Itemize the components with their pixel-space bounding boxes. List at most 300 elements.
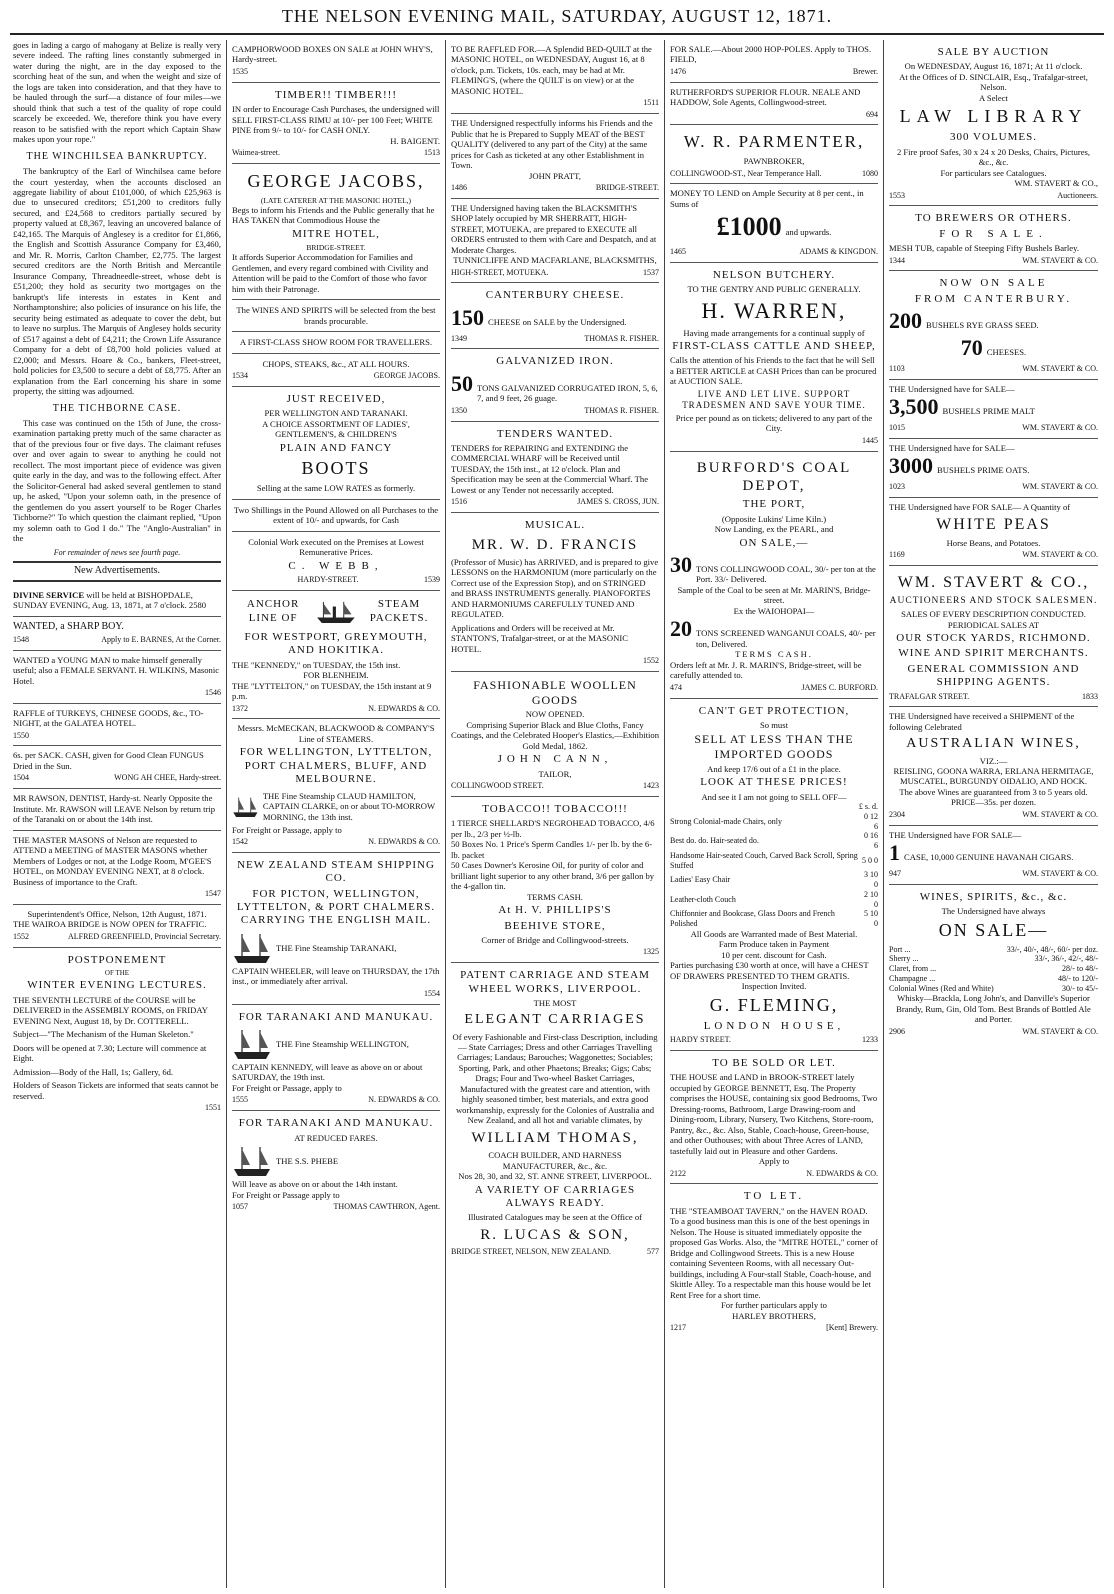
- ad-trade: PAWNBROKER,: [743, 156, 805, 167]
- ad-signature: JAMES C. BURFORD.: [801, 682, 878, 692]
- advertisement: [13, 617, 221, 651]
- ad-number: 1511: [643, 98, 659, 108]
- ad-title: NEW ZEALAND STEAM SHIPPING CO.: [237, 858, 435, 885]
- ad-quantity: 200: [889, 308, 922, 334]
- ad-title: MUSICAL.: [524, 519, 586, 532]
- ad-place: Waimea-street.: [232, 148, 280, 158]
- ad-captain: CAPTAIN KENNEDY, will leave as above on or about SATURDAY, the 19th inst.: [232, 1061, 423, 1083]
- price-item: Leather-cloth Couch: [670, 894, 736, 904]
- advertisement: [451, 114, 659, 199]
- ad-wine: WINE AND SPIRIT MERCHANTS.: [898, 647, 1089, 660]
- price-value: 30/- to 45/-: [1062, 983, 1098, 993]
- ad-ship: THE Fine Steamship WELLINGTON,: [276, 1038, 409, 1049]
- ad-parties: Parties purchasing £30 worth at once, will have a CHEST OF DRAWERS PRESENTED TO THEM GRATIS.: [670, 960, 869, 981]
- ad-holders: Holders of Season Tickets are informed that seats cannot be reserved.: [13, 1080, 219, 1101]
- ad-number: 2906: [889, 1026, 905, 1036]
- advertisement: [670, 83, 878, 126]
- section-heading: New Advertisements.: [13, 561, 221, 581]
- ad-corner: Corner of Bridge and Collingwood-streets.: [481, 934, 629, 945]
- ad-subtitle: NOW OPENED.: [525, 709, 585, 720]
- ad-number: 1552: [13, 931, 29, 941]
- article-paragraph: This case was continued on the 15th of June, the cross-examination partaking pretty much of the same character as that of the previous four or five days. The claimant refuses over and over again to swear to anything he could not recollect. The most important piece of evidence was given quite early in the day, and was to the following effect. After the Solicitor-General had asked several gentlemen to stand up, he asked, "Upon your solemn oath, in the presence of the gentlemen do you assert yourself to be Roger Charles Tichborne?" To which question the claimant replied, "Upon my solemn oath to God I do." The "Anglo-Australian" in the: [13, 417, 221, 544]
- ad-tail: And keep 17/6 out of a £1 in the place.: [707, 763, 841, 774]
- ad-headline: LAW LIBRARY: [899, 106, 1088, 127]
- price-item: Ladies' Easy Chair: [670, 875, 731, 885]
- price-item: Strong Colonial-made Chairs, only: [670, 816, 782, 826]
- ad-body: TONS SCREENED WANGANUI COALS, 40/- per ton, Delivered.: [696, 628, 876, 649]
- price-item: Claret, from ...: [889, 964, 937, 974]
- ad-subject: Subject—"The Mechanism of the Human Skeleton.": [13, 1029, 194, 1040]
- ad-signature: THOMAS R. FISHER.: [584, 333, 659, 343]
- ad-body: Selling at the same LOW RATES as formerly.: [256, 483, 416, 494]
- ad-signature: WM. STAVERT & CO.: [1022, 363, 1098, 373]
- ad-body: will be held at BISHOPDALE, SUNDAY EVENING, Aug. 13, 1871, at 7 o'clock.: [13, 589, 193, 611]
- ad-farm: Farm Produce taken in Payment: [718, 939, 830, 950]
- ad-price: Price per pound as on tickets; delivered to any part of the City.: [675, 412, 873, 434]
- price-table: [889, 945, 1098, 994]
- advertisement: [889, 707, 1098, 825]
- ad-whisky: Whisky—Brackla, Long John's, and Danville's Superior Brandy, Rum, Gin, Old Tom. Best Brands of Bottled Ale and Porter.: [896, 993, 1091, 1025]
- ad-trade: TAILOR,: [538, 768, 572, 779]
- price-row: [670, 831, 878, 851]
- price-row: [889, 964, 1098, 974]
- price-table: [670, 812, 878, 929]
- ad-signature: TUNNICLIFFE AND MACFARLANE, BLACKSMITHS,: [453, 255, 657, 266]
- ad-signature: C. WEBB,: [288, 559, 384, 572]
- ad-body: THE Undersigned respectfully informs his Friends and the Public that he is Prepared to Supply MEAT of the BEST QUALITY (delivered to any part of the City) at the same prices for Cash as ticketed at any other Establishment in Town.: [451, 118, 653, 171]
- ad-ship: THE S.S. PHEBE: [276, 1155, 339, 1166]
- column-2: [227, 40, 446, 1588]
- ad-price: PRICE—35s. per dozen.: [951, 797, 1036, 808]
- ad-headline: ON SALE—: [938, 919, 1049, 940]
- ad-quantity: 150: [451, 304, 484, 330]
- article-paragraph: goes in lading a cargo of mahogany at Belize is really very severe indeed. The rafting lines constantly submerged in water during the night, are in the day exposed to the scorching heat of the sun, and when the weight and size of the logs are taken into consideration, and that they have to be hauled through the surf—a distance of four miles—we should think that such a test of the quality of rope could scarcely be exceeded. We, therefore think you have every reason to be satisfied with the report which Captain Shaw makes upon your rope.": [13, 40, 221, 145]
- ad-number: 1553: [889, 190, 905, 200]
- price-item: Best do. do. Hair-seated do.: [670, 836, 759, 846]
- ad-number: 1445: [862, 435, 878, 445]
- ad-body: BUSHELS PRIME OATS.: [937, 465, 1030, 476]
- ad-right: STEAM PACKETS.: [369, 598, 429, 624]
- price-row: [670, 812, 878, 832]
- advertisement: [451, 349, 659, 421]
- price-row: [670, 890, 878, 910]
- ad-signature: H. BAIGENT.: [390, 135, 440, 146]
- price-value: 28/- to 48/-: [1062, 964, 1098, 974]
- ad-body: Comprising Superior Black and Blue Cloths, Fancy Coatings, and the Celebrated Hooper's Elastics,—Exhibition Gold Medal, 1862.: [451, 719, 659, 751]
- price-value: 0 16 6: [864, 831, 878, 851]
- price-value: 0 12 6: [864, 811, 878, 831]
- ad-body: (Professor of Music) has ARRIVED, and is prepared to give LESSONS on the HARMONIUM (more particularly on the Correct use of the Expression Stop), and on STRINGED and BRASS INSTRUMENTS generally. PIANOFORTES AND HARMONIUMS CAREFULLY TUNED AND REGULATED.: [451, 556, 659, 620]
- article-paragraph: The bankruptcy of the Earl of Winchilsea came before the court yesterday, when the accounts disclosed an aggregate liability of about £101,000, of which £25,963 is due to unsecured creditors; £51,200 to creditors fully secured, and £24,568 to creditors partially secured by property valued at £8,367, leaving an uncovered balance of £42,165. The Marquis of Anglesey is a creditor for £1,866, the English and Scottish Assurance Company for £3,460, and Mr. R. Morris, Carlton Chamber, £2,775. The largest secured creditors are the North British and Mercantile Insurance Company, Threadneedle-street, whose debt is £51,200; they hold as security two mortgages on the bankrupt's life interests in estates in Kent and Northamptonshire; also policies of insurance on his life, the security being estimated as adequate to cover the debt, but to leave no surplus. The Marquis of Anglesey holds security of £517 against a debt of £4,211; the Crown Life Assurance Company for a debt of £8,700 hold policies valued at £2,000; and Messrs. Hoare & Co., bankers, Fleet-street, hold policies for £3,500 to secure a debt of £8,775. After an explanation from the Earl concerning his share in some property, the sitting was adjourned.: [13, 166, 221, 397]
- ad-signature: WM. STAVERT & CO.,: [1014, 178, 1098, 189]
- ad-signature: WM. STAVERT & CO.: [1022, 1026, 1098, 1036]
- advertisement: [13, 789, 221, 830]
- ad-number: 1169: [889, 550, 905, 560]
- ad-agent: N. EDWARDS & CO.: [806, 1168, 878, 1178]
- ad-number: 1552: [643, 656, 659, 666]
- price-value: 33/-, 40/-, 48/-, 60/- per doz.: [1006, 944, 1098, 954]
- ad-look: LOOK AT THESE PRICES!: [700, 776, 848, 789]
- ad-route: FOR WELLINGTON, LYTTELTON, PORT CHALMERS, BLUFF, AND MELBOURNE.: [239, 746, 433, 786]
- ad-title: CANTERBURY CHEESE.: [485, 289, 625, 302]
- ad-signature: JAMES S. CROSS, JUN.: [577, 497, 659, 507]
- ad-subtitle: FROM CANTERBURY.: [914, 292, 1073, 305]
- steamship-icon: [232, 1143, 272, 1179]
- ad-number: 1554: [424, 988, 440, 998]
- ad-body: A CHOICE ASSORTMENT OF LADIES', GENTLEMEN'S, & CHILDREN'S: [262, 418, 410, 440]
- ad-number: 1372: [232, 703, 248, 713]
- ad-general: GENERAL COMMISSION AND SHIPPING AGENTS.: [907, 662, 1080, 689]
- price-item: Champagne ...: [889, 973, 936, 983]
- advertisement: [451, 797, 659, 963]
- ad-place: At the Offices of D. SINCLAIR, Esq., Trafalgar-street, Nelson.: [899, 71, 1088, 93]
- ad-quantity: 70: [960, 335, 983, 361]
- ad-number: 1233: [862, 1035, 878, 1045]
- ad-item: CHEESES.: [986, 347, 1027, 358]
- ad-room: A FIRST-CLASS SHOW ROOM FOR TRAVELLERS.: [239, 337, 433, 348]
- ad-wines: The WINES AND SPIRITS will be selected from the best brands procurable.: [236, 305, 436, 326]
- ad-title: TENDERS WANTED.: [496, 427, 614, 440]
- column-5: [884, 40, 1103, 1588]
- ad-number: 1423: [643, 781, 659, 791]
- ad-title: GALVANIZED IRON.: [496, 355, 614, 368]
- ad-number: 1550: [13, 730, 29, 740]
- ad-title: NOW ON SALE: [939, 277, 1048, 290]
- ad-street: HIGH-STREET, MOTUEKA.: [451, 267, 549, 277]
- ad-header: Messrs. McMECKAN, BLACKWOOD & COMPANY'S Line of STEAMERS.: [237, 723, 435, 744]
- ad-body: FOR SALE.—About 2000 HOP-POLES. Apply to THOS. FIELD,: [670, 44, 872, 65]
- ad-body: MONEY TO LEND on Ample Security at 8 per cent., in Sums of: [670, 188, 864, 209]
- ad-signature: WILLIAM THOMAS,: [471, 1129, 639, 1146]
- ad-apply: For further particulars apply to: [721, 1300, 827, 1311]
- ad-cattle: FIRST-CLASS CATTLE AND SHEEP,: [672, 340, 876, 353]
- advertisement: [232, 1111, 440, 1217]
- ad-number: 1344: [889, 255, 905, 265]
- ad-number: 1542: [232, 837, 248, 847]
- ad-body: Will leave as above on or about the 14th instant.: [232, 1179, 398, 1190]
- advertisement: [232, 853, 440, 1005]
- steamship-icon: [232, 789, 259, 825]
- ad-subtitle: So must: [760, 719, 788, 730]
- price-value: 2 10 0: [864, 889, 878, 909]
- ad-subtitle: AT REDUCED FARES.: [294, 1132, 378, 1143]
- ad-title: CAN'T GET PROTECTION,: [698, 704, 850, 717]
- ad-see: And see it I am not going to SELL OFF—: [701, 791, 847, 802]
- price-value: 5 0 0: [862, 855, 878, 865]
- ad-body: Of every Fashionable and First-class Description, including— State Carriages; Dress and other Carriages Travelling Carriages; Landaus; Barouches; Waggonettes; Sociables; Sporting, Park, and other Phaetons; Breaks; Gigs; Cabs; Drags; Four and Two-wheel Basket Carriages, Manufactured with the greatest care and attention, with highly seasoned timber, best materials, and extra good workmanship, expressly for the Colonies of Australia and New Zealand, and all hot and variable climates, by: [452, 1031, 658, 1126]
- ad-title: TO BREWERS OR OTHERS.: [915, 212, 1072, 225]
- ad-number: 1551: [205, 1103, 221, 1113]
- ad-list: REISLING, GOONA WARRA, ERLANA HERMITAGE, MUSCATEL, BURGUNDY OIDALIO, AND HOCK.: [893, 765, 1094, 787]
- ad-title: TOBACCO!! TOBACCO!!!: [482, 802, 628, 815]
- ad-number: 1516: [451, 497, 467, 507]
- ad-street: HARDY-STREET.: [297, 575, 359, 585]
- ad-trade: AUCTIONEERS AND STOCK SALESMEN.: [889, 595, 1098, 606]
- advertisement: [670, 452, 878, 699]
- price-item: Handsome Hair-seated Couch, Carved Back Scroll, Spring Stuffed: [670, 850, 858, 870]
- ad-freight: For Freight or Passage, apply to: [232, 824, 342, 835]
- ad-signature: ADAMS & KINGDON.: [799, 247, 878, 257]
- steamship-icon: [232, 1026, 272, 1062]
- advertisement: [13, 905, 221, 948]
- ad-number: 1465: [670, 247, 686, 257]
- ad-captain: CAPTAIN WHEELER, will leave on THURSDAY, the 17th inst., or immediately after arrival.: [232, 965, 440, 987]
- ad-date: On WEDNESDAY, August 16, 1871; At 11 o'clock.: [904, 61, 1083, 72]
- advertisement: [670, 1184, 878, 1337]
- ad-body: CAMPHORWOOD BOXES ON SALE at JOHN WHY'S, Hardy-street.: [232, 44, 433, 65]
- ad-body: 1 TIERCE SHELLARD'S NEGROHEAD TOBACCO, 4/6 per lb., 2/3 per ½-lb.: [451, 818, 655, 839]
- advertisement: [232, 719, 440, 852]
- ad-captain: CAPTAIN CLARKE, on or about TO-MORROW MORNING, the 13th inst.: [262, 801, 435, 822]
- ad-title: PATENT CARRIAGE AND STEAM WHEEL WORKS, LIVERPOOL.: [460, 969, 650, 995]
- ad-firm: R. LUCAS & SON,: [480, 1226, 630, 1243]
- advertisement: [451, 283, 659, 349]
- price-value: 48/- to 120/-: [1058, 973, 1098, 983]
- advertisement: [451, 672, 659, 797]
- ad-body: RUTHERFORD'S SUPERIOR FLOUR. NEALE AND HADDOW, Sole Agents, Collingwood-street.: [670, 86, 861, 108]
- ad-quantity: 20: [670, 616, 692, 642]
- ad-subtitle: The Undersigned have always: [941, 906, 1046, 917]
- ad-ship: THE "KENNEDY," on TUESDAY, the 15th inst.: [232, 659, 401, 670]
- ad-title: TO BE SOLD OR LET.: [712, 1056, 836, 1069]
- ad-number: 1349: [451, 333, 467, 343]
- ad-body: MR RAWSON, DENTIST, Hardy-st. Nearly Opposite the Institute. Mr. RAWSON will LEAVE Nelson by return trip of the Taranaki on or about the 14th inst.: [13, 793, 216, 825]
- advertisement: [232, 1005, 440, 1112]
- ad-sales: SALES OF EVERY DESCRIPTION CONDUCTED.: [901, 609, 1086, 620]
- ad-quantity: 30: [670, 551, 692, 577]
- ad-title: TIMBER!! TIMBER!!!: [275, 88, 397, 101]
- ad-signature: WM. STAVERT & CO.: [1022, 809, 1098, 819]
- ad-body: THE MASTER MASONS of Nelson are requested to ATTEND a MEETING of MASTER MASONS whether Members of Lodges or not, at the Lodge Room, M'GEE'S HOTEL, on MONDAY EVENING NEXT, at 8 o'clock. Business of importance to the Craft.: [13, 834, 212, 887]
- ad-signature: GEORGE JACOBS.: [373, 371, 440, 381]
- ad-number: 1513: [424, 148, 440, 158]
- ad-signature: G. FLEMING,: [709, 994, 839, 1015]
- ad-signature: JOHN PRATT,: [529, 170, 581, 181]
- ad-trade: Brewer.: [852, 66, 878, 76]
- ad-body: CASE, 10,000 GENUINE HAVANAH CIGARS.: [904, 852, 1074, 863]
- ad-number: 1217: [670, 1323, 686, 1333]
- ad-header: Superintendent's Office, Nelson, 12th August, 1871.: [27, 908, 207, 919]
- ad-number: 1080: [862, 168, 878, 178]
- ad-title: FASHIONABLE WOOLLEN GOODS: [473, 677, 637, 707]
- price-row: [670, 909, 878, 929]
- ad-title: FOR TARANAKI AND MANUKAU.: [238, 1010, 434, 1023]
- advertisement: [670, 1051, 878, 1185]
- ad-doors: Doors will be opened at 7.30; Lecture will commence at Eight.: [13, 1042, 207, 1064]
- ad-headline: W. R. PARMENTER,: [683, 132, 865, 152]
- ad-sale: ON SALE,—: [739, 536, 809, 549]
- ad-subtitle: THE MOST: [533, 997, 577, 1008]
- ad-signature: ALFRED GREENFIELD, Provincial Secretary.: [67, 931, 221, 941]
- ad-select: A Select: [979, 92, 1008, 103]
- column-3: [446, 40, 665, 1588]
- advertisement: [670, 699, 878, 1051]
- ad-sample: Sample of the Coal to be seen at Mr. MARIN'S, Bridge-street.: [677, 584, 871, 606]
- ad-header: THE Undersigned have received a SHIPMENT of the following Celebrated: [889, 711, 1075, 732]
- ad-number: 1555: [232, 1095, 248, 1105]
- ad-body: WANTED a YOUNG MAN to make himself generally useful; also a FEMALE SERVANT. H. WILKINS, Masonic Hotel.: [13, 654, 220, 686]
- ad-subtitle: (LATE CATERER AT THE MASONIC HOTEL,): [260, 195, 412, 205]
- ad-discount: Two Shillings in the Pound Allowed on all Purchases to the extent of 10/- and upwards, for Cash: [233, 504, 439, 526]
- advertisement: [889, 271, 1098, 379]
- steamship-icon: [232, 930, 272, 966]
- ad-number: 1015: [889, 422, 905, 432]
- advertisement: [889, 885, 1098, 1042]
- ad-signature: WM. STAVERT & CO.: [1022, 422, 1098, 432]
- ad-body: MESH TUB, capable of Steeping Fifty Bushels Barley.: [889, 243, 1079, 254]
- ad-catalogue: Illustrated Catalogues may be seen at the Office of: [467, 1212, 643, 1223]
- advertisement: [451, 513, 659, 672]
- ad-signature: At H. V. PHILLIPS'S: [498, 904, 612, 917]
- price-currency-header: £ s. d.: [858, 802, 878, 812]
- ad-headline: AUSTRALIAN WINES,: [906, 736, 1081, 752]
- ad-volumes: 300 VOLUMES.: [950, 131, 1037, 144]
- advertisement: [232, 40, 440, 83]
- ad-number: 2122: [670, 1168, 686, 1178]
- ad-quantity: 50: [451, 370, 473, 396]
- ad-title: JUST RECEIVED,: [286, 393, 386, 406]
- ad-body: 6s. per SACK. CASH, given for Good Clean FUNGUS Dried in the Sun.: [13, 750, 204, 771]
- advertisement: [889, 826, 1098, 885]
- ad-body: RAFFLE of TURKEYS, CHINESE GOODS, &c., TO-NIGHT, at the GALATEA HOTEL.: [13, 707, 204, 729]
- ad-title: DIVINE SERVICE: [13, 589, 85, 600]
- ad-boots: BOOTS: [301, 458, 371, 479]
- ad-title: FOR TARANAKI AND MANUKAU.: [238, 1117, 434, 1130]
- price-row: [889, 945, 1098, 955]
- advertisement: [13, 586, 221, 617]
- ad-body: TONS GALVANIZED CORRUGATED IRON, 5, 6, 7, and 9 feet, 26 guage.: [477, 382, 658, 404]
- price-row: [889, 984, 1098, 994]
- ad-signature: WM. STAVERT & CO.: [1022, 868, 1098, 878]
- ad-body: Having made arrangements for a continual supply of: [683, 327, 865, 338]
- ad-title: POSTPONEMENT: [67, 953, 167, 966]
- ad-left: ANCHOR LINE OF: [246, 598, 300, 624]
- ad-street: TRAFALGAR STREET.: [889, 691, 970, 701]
- ad-discount: 10 per cent. discount for Cash.: [721, 949, 827, 960]
- ad-body: TO BE RAFFLED FOR.—A Splendid BED-QUILT at the MASONIC HOTEL, on WEDNESDAY, August 16, at 8 o'clock, p.m. Tickets, 10s. each, may be had at Mr. FLEMING'S, (where the QUILT is on view) or at the MASONIC HOTEL.: [451, 44, 652, 96]
- ad-agent: N. EDWARDS & CO.: [368, 837, 440, 847]
- ad-body: CHEESE on SALE by the Undersigned.: [488, 316, 627, 327]
- ad-plain: PLAIN AND FANCY: [279, 441, 393, 454]
- ad-subtitle: FOR SALE.: [939, 227, 1048, 240]
- ad-address: BRIDGE STREET, NELSON, NEW ZEALAND.: [451, 1247, 611, 1257]
- column-4: [665, 40, 884, 1588]
- ad-ship: THE Fine Steamship CLAUD HAMILTON,: [262, 790, 416, 801]
- continuation-note: For remainder of news see fourth page.: [53, 547, 181, 557]
- ad-body: THE HOUSE and LAND in BROOK-STREET lately occupied by GEORGE BENNETT, Esq. The Property comprises the HOUSE, containing six good Bedrooms, Two Dressing-rooms, Bathroom, Large Drawing-room and Dining-room, Library, Nursery, Two Kitchens, Store-room, Pantry, &c., &c. Also, Stable, Coach-house, Green-house, and other Outhouses; with about Three Acres of LAND, tastefully laid out in Pleasure and other Gardens.: [670, 1072, 878, 1156]
- advertisement: [13, 948, 221, 1118]
- ad-title: NELSON BUTCHERY.: [712, 268, 836, 281]
- ad-body: IN order to Encourage Cash Purchases, the undersigned will SELL FIRST-CLASS RIMU at 10/- per 100 Feet; WHITE PINE from 9/- to 10/- for CASH ONLY.: [232, 104, 440, 136]
- ad-agent: THOMAS CAWTHRON, Agent.: [333, 1201, 440, 1211]
- ad-title: WINTER EVENING LECTURES.: [27, 979, 207, 992]
- ad-number: 1534: [232, 371, 248, 381]
- ad-route: FOR BLENHEIM.: [303, 670, 369, 681]
- ad-headline: WM. STAVERT & CO.,: [897, 574, 1090, 592]
- ad-terms: TERMS CASH.: [527, 891, 583, 902]
- ad-header: THE Undersigned have for SALE—: [889, 442, 1015, 453]
- ad-number: 1535: [232, 66, 248, 76]
- ad-number: 1546: [205, 687, 221, 697]
- ad-landing: Now Landing, ex the PEARL, and: [714, 524, 834, 535]
- ad-number: 1504: [13, 773, 29, 783]
- advertisement: [232, 164, 440, 387]
- ad-street: HARDY STREET.: [670, 1035, 731, 1045]
- ad-quantity: 3,500: [889, 394, 939, 420]
- ad-headline: SELL AT LESS THAN THE IMPORTED GOODS: [694, 732, 854, 762]
- price-item: Sherry ...: [889, 954, 919, 964]
- price-row: [889, 974, 1098, 984]
- ad-body: Begs to inform his Friends and the Public generally that he HAS TAKEN that Commodious House the: [232, 204, 435, 226]
- price-row: [670, 851, 878, 871]
- ad-address: COLLINGWOOD-ST., Near Temperance Hall.: [670, 168, 822, 178]
- ad-number: 947: [889, 868, 901, 878]
- ad-number: 1023: [889, 482, 905, 492]
- ad-number: 1537: [643, 267, 659, 277]
- advertisement: [232, 83, 440, 164]
- ad-number: 1833: [1082, 691, 1098, 701]
- ad-body: THE WAIROA BRIDGE is NOW OPEN for TRAFFIC.: [13, 919, 207, 930]
- ad-port: THE PORT,: [742, 498, 806, 511]
- ad-signature: WM. STAVERT & CO.: [1022, 482, 1098, 492]
- ad-opposite: (Opposite Lukins' Lime Kiln.): [721, 513, 827, 524]
- advertisement: [670, 184, 878, 262]
- masthead-rule: [10, 33, 1104, 35]
- advertisement: [670, 40, 878, 83]
- ad-terms: TERMS CASH.: [735, 649, 813, 660]
- ad-catalogue: For particulars see Catalogues.: [940, 167, 1047, 178]
- ad-trade: Auctioneers.: [1057, 190, 1098, 200]
- ad-number: 1057: [232, 1201, 248, 1211]
- advertisement: [451, 963, 659, 1262]
- ad-ex: Ex the WAIOHOPAI—: [733, 605, 815, 616]
- ad-body: Applications and Orders will be received at Mr. STANTON'S, Trafalgar-street, or at the MASONIC HOTEL.: [451, 622, 628, 654]
- advertisement: [889, 498, 1098, 566]
- ad-agent: N. EDWARDS & CO.: [368, 703, 440, 713]
- ad-signature: WONG AH CHEE, Hardy-street.: [114, 773, 221, 783]
- ad-freight: For Freight or Passage, apply to: [232, 1082, 342, 1093]
- ad-route: FOR PICTON, WELLINGTON, LYTTELTON, & PORT CHALMERS. CARRYING THE ENGLISH MAIL.: [236, 887, 436, 927]
- ad-periodical: PERIODICAL SALES AT: [947, 619, 1040, 630]
- advertisement: [451, 422, 659, 514]
- ad-body: 50 Cases Downer's Kerosine Oil, for purity of color and brilliant light superior to any other brand, 3/6 per gallon by the 4-gallon tin.: [451, 860, 655, 892]
- advertisement: [670, 263, 878, 452]
- page-columns: [8, 40, 1106, 1588]
- ad-live: LIVE AND LET LIVE. SUPPORT TRADESMEN AND SAVE YOUR TIME.: [682, 388, 866, 410]
- ad-ship: THE "LYTTELTON," on TUESDAY, the 15th instant at 9 p.m.: [232, 680, 432, 702]
- advertisement: [232, 591, 440, 720]
- ad-inspection: Inspection Invited.: [741, 981, 807, 992]
- advertisement: [670, 125, 878, 184]
- ad-body: THE Undersigned having taken the BLACKSMITH'S SHOP lately occupied by MR SHERRATT, HIGH-STREET, MOTUEKA, are prepared to EXECUTE all ORDERS entrusted to them with Care and Despatch, and at Moderate Charges.: [451, 202, 657, 255]
- article-heading: THE WINCHILSEA BANKRUPTCY.: [26, 150, 208, 162]
- article-heading: THE TICHBORNE CASE.: [52, 402, 182, 414]
- ad-header: THE Undersigned have for SALE—: [889, 383, 1015, 394]
- steamship-icon: [314, 595, 358, 629]
- advertisement: [451, 40, 659, 114]
- ad-admission: Admission—Body of the Hall, 1s; Gallery, 6d.: [13, 1066, 174, 1077]
- ad-title: SALE BY AUCTION: [937, 46, 1050, 58]
- ad-header: THE Undersigned have FOR SALE—: [889, 829, 1022, 840]
- ad-tail: and upwards.: [785, 227, 832, 238]
- ad-number: 1476: [670, 66, 686, 76]
- ad-body: THE "STEAMBOAT TAVERN," on the HAVEN ROAD. To a good business man this is one of the best openings in Nelson. The House is situated immediately opposite the proposed Gas Works. Also, the "MITRE HOTEL," corner of Bridge and Collingwood Streets. This is a new House containing Seventeen Rooms, with all necessary Out-buildings, including A Four-stall Stable, Coach-house, and Skittle Alley. To a respectable man this house would be let Rent Free for a short time.: [670, 1205, 878, 1300]
- ad-warranty: All Goods are Warranted made of Best Material.: [690, 928, 858, 939]
- ad-variety: A VARIETY OF CARRIAGES ALWAYS READY.: [474, 1183, 636, 1210]
- ad-body: Apply to E. BARNES, At the Corner.: [101, 634, 221, 644]
- ad-street: BRIDGE-STREET.: [595, 183, 659, 193]
- price-item: Port ...: [889, 944, 911, 954]
